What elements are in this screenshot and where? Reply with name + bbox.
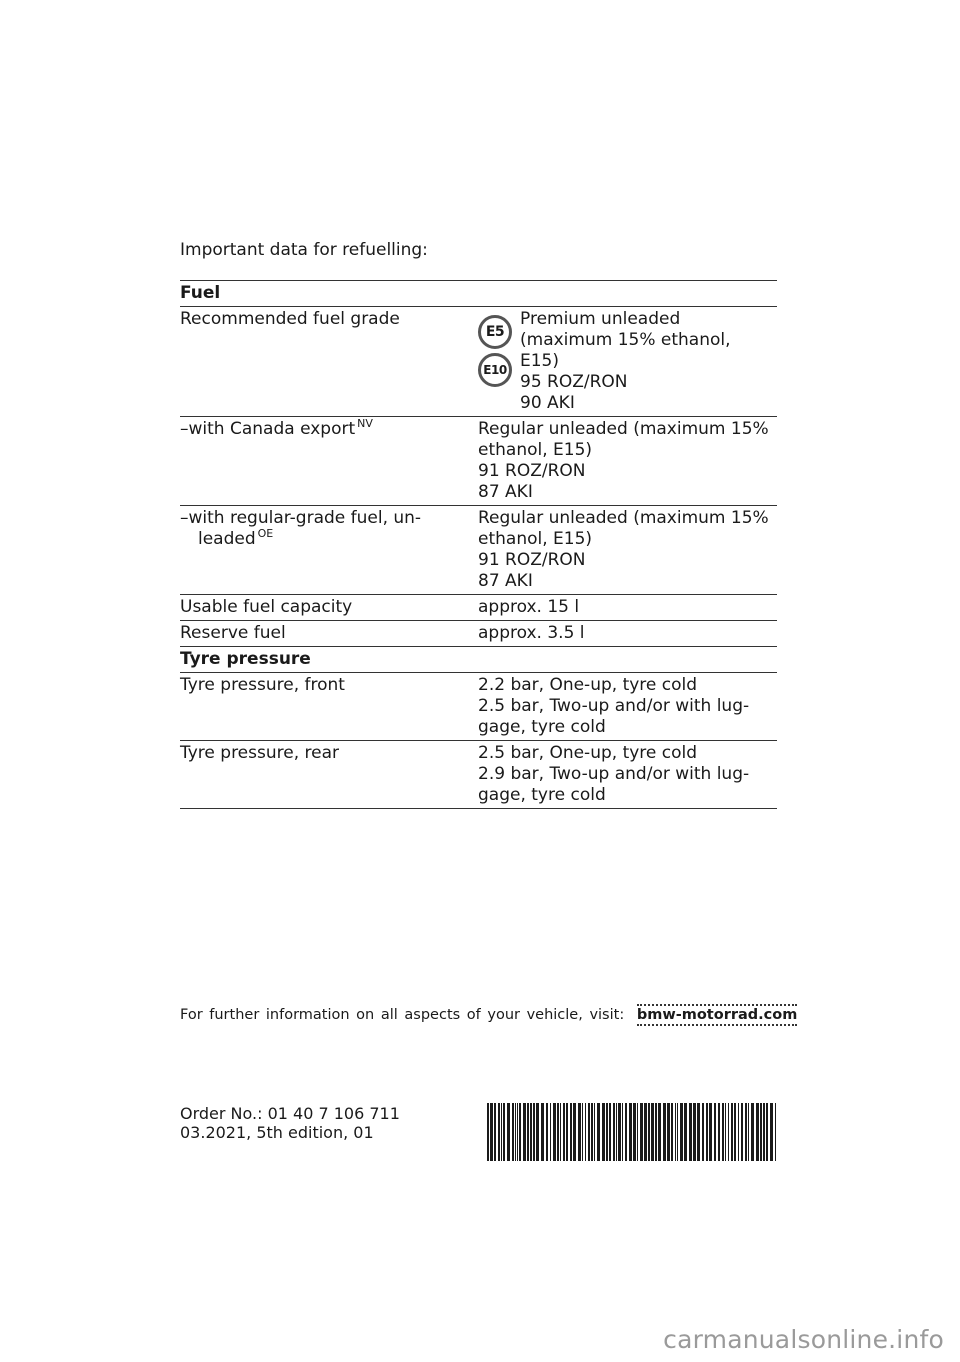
- order-number: Order No.: 01 40 7 106 711: [180, 1104, 400, 1123]
- bmw-motorrad-link[interactable]: bmw-motorrad.com: [637, 1004, 798, 1026]
- tyre-rear-label: Tyre pressure, rear: [180, 743, 339, 763]
- fuel-capacity-label: Usable fuel capacity: [180, 597, 353, 617]
- refuelling-data-table: [180, 280, 777, 809]
- tyre-rear-row: [180, 741, 777, 809]
- footer-info: [180, 1007, 797, 1023]
- barcode: [487, 1103, 777, 1161]
- tyre-front-label: Tyre pressure, front: [180, 675, 345, 695]
- intro-heading: Important data for refuelling:: [180, 240, 428, 260]
- e10-fuel-icon: E10: [478, 353, 512, 387]
- fuel-heading: Fuel: [180, 283, 221, 303]
- reserve-fuel-row: [180, 621, 777, 647]
- tyre-rear-value: 2.5 bar, One-up, tyre cold 2.9 bar, Two-up and/or with lug- gage, tyre cold: [478, 743, 750, 805]
- regular-fuel-label: –with regular-grade fuel, un- leaded $^{OE}$: [180, 508, 422, 549]
- reserve-fuel-value: approx. 3.5 l: [478, 623, 585, 643]
- recommended-fuel-row: [180, 307, 777, 417]
- recommended-fuel-label: Recommended fuel grade: [180, 309, 400, 329]
- fuel-section-header: [180, 281, 777, 307]
- tyre-front-row: [180, 673, 777, 741]
- recommended-fuel-value: Premium unleaded (maximum 15% ethanol, E15) 95 ROZ/RON 90 AKI: [520, 309, 731, 413]
- tyre-heading: Tyre pressure: [180, 649, 311, 669]
- nv-superscript: NV: [357, 417, 373, 431]
- tyre-front-value: 2.2 bar, One-up, tyre cold 2.5 bar, Two-up and/or with lug- gage, tyre cold: [478, 675, 750, 737]
- regular-fuel-value: Regular unleaded (maximum 15% ethanol, E15) 91 ROZ/RON 87 AKI: [478, 508, 769, 591]
- fuel-capacity-row: [180, 595, 777, 621]
- watermark: carmanualsonline.info: [663, 1325, 944, 1354]
- edition-info: 03.2021, 5th edition, 01: [180, 1123, 374, 1142]
- reserve-fuel-label: Reserve fuel: [180, 623, 286, 643]
- order-info: [180, 1104, 400, 1142]
- regular-fuel-row: [180, 506, 777, 595]
- footer-info-text: For further information on all aspects of your vehicle, visit:: [180, 1007, 625, 1023]
- canada-export-value: Regular unleaded (maximum 15% ethanol, E15) 91 ROZ/RON 87 AKI: [478, 419, 769, 502]
- fuel-capacity-value: approx. 15 l: [478, 597, 580, 617]
- tyre-section-header: [180, 647, 777, 673]
- canada-export-row: [180, 417, 777, 506]
- canada-export-label: –with Canada export $^{NV}$: [180, 417, 373, 439]
- oe-superscript: OE: [257, 527, 274, 541]
- e5-fuel-icon: E5: [478, 315, 512, 349]
